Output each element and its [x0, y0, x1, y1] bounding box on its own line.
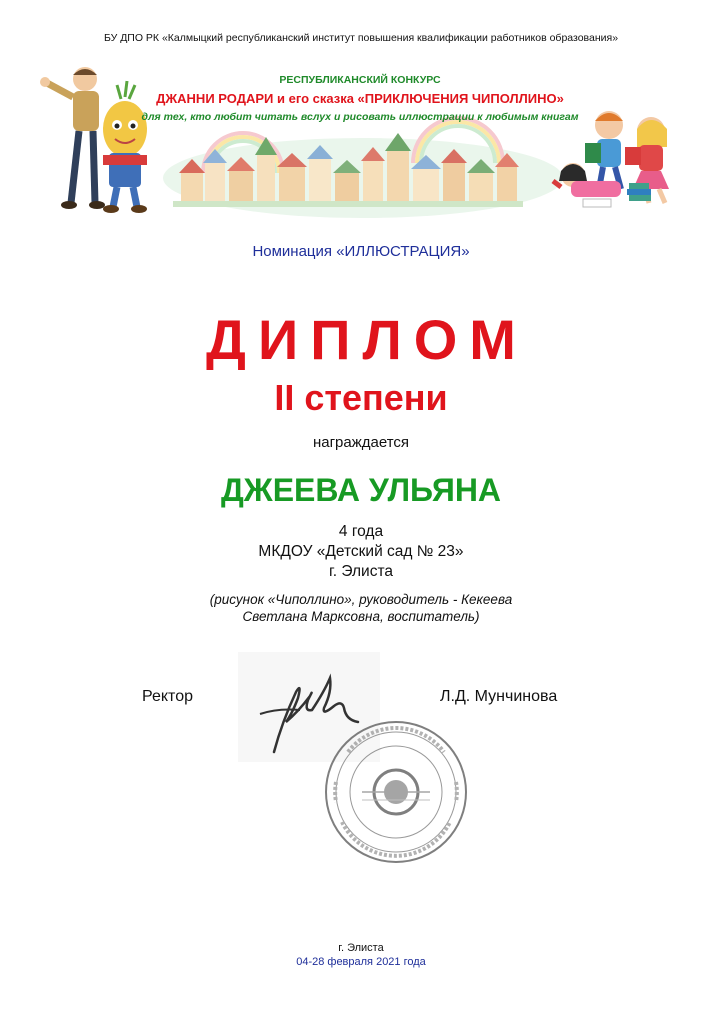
recipient-age: 4 года	[338, 523, 384, 540]
contest-label: РЕСПУБЛИКАНСКИЙ КОНКУРС	[279, 74, 441, 86]
signer-position: Ректор	[142, 688, 193, 705]
official-stamp	[326, 722, 466, 862]
work-note-line1: (рисунок «Чиполлино», руководитель - Кекеева	[209, 592, 513, 607]
recipient-school: МКДОУ «Детский сад № 23»	[258, 543, 464, 560]
signature-and-stamp	[238, 652, 478, 867]
banner-illustration	[33, 63, 687, 225]
contest-banner	[33, 63, 687, 225]
diploma-title: ДИПЛОМ	[206, 308, 528, 371]
organization-header: БУ ДПО РК «Калмыцкий республиканский институт повышения квалификации работников образования»	[103, 32, 619, 44]
awarded-label: награждается	[312, 434, 410, 451]
work-note-line2: Светлана Марксовна, воспитатель)	[242, 609, 480, 624]
diploma-degree: II степени	[274, 377, 448, 418]
recipient-city: г. Элиста	[329, 563, 393, 580]
recipient-name: ДЖЕЕВА УЛЬЯНА	[220, 472, 502, 508]
contest-title: ДЖАННИ РОДАРИ и его сказка «ПРИКЛЮЧЕНИЯ ЧИПОЛЛИНО»	[156, 91, 564, 106]
contest-subtitle: для тех, кто любит читать вслух и рисовать иллюстрации к любимым книгам	[141, 111, 579, 123]
footer-city: г. Элиста	[338, 942, 384, 954]
footer-date: 04-28 февраля 2021 года	[296, 956, 426, 968]
signer-name: Л.Д. Мунчинова	[440, 688, 558, 705]
nomination: Номинация «ИЛЛЮСТРАЦИЯ»	[252, 243, 470, 260]
